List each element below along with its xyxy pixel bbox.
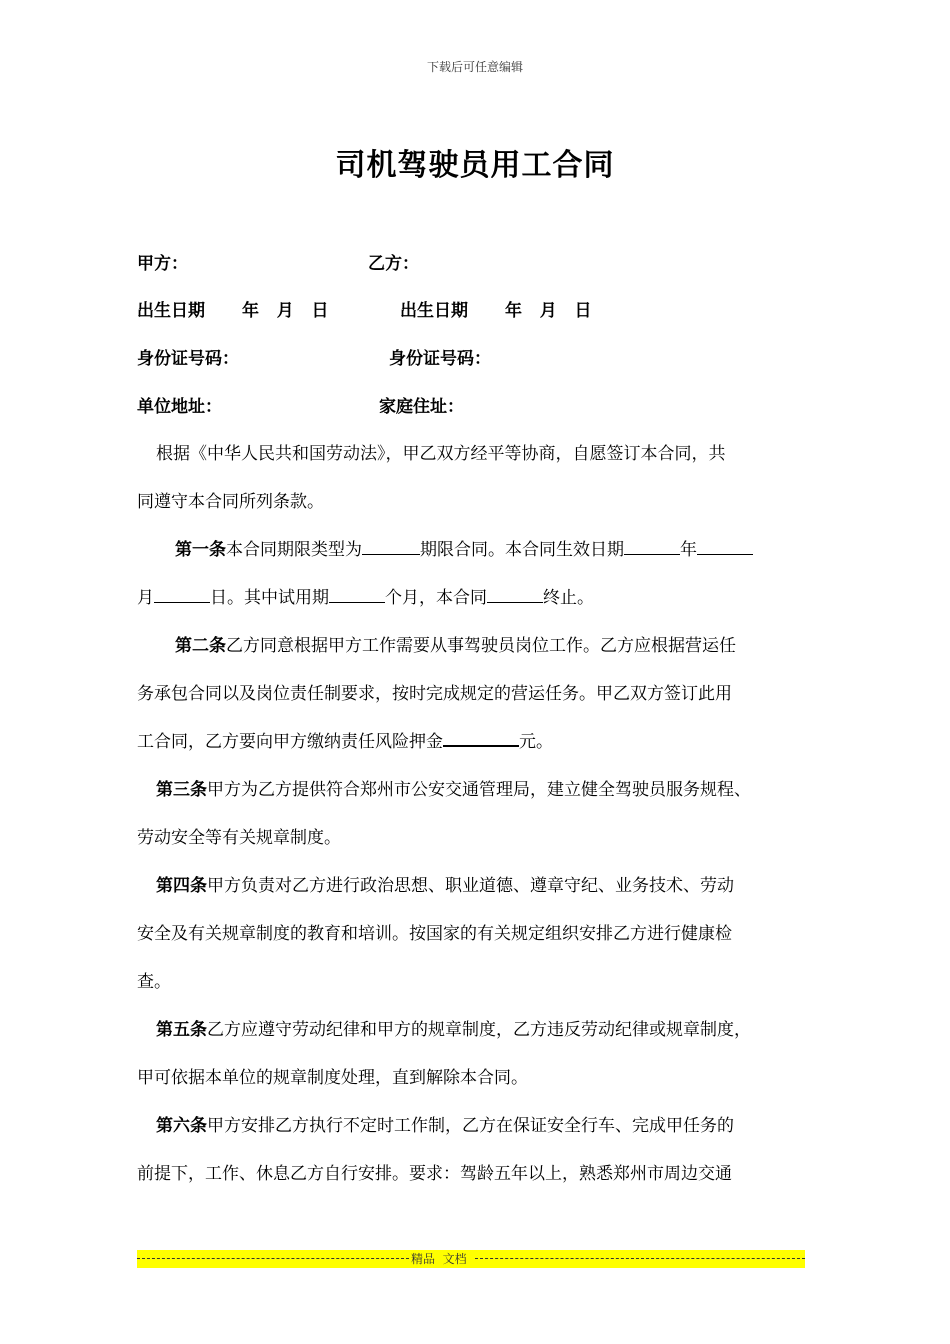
article-1-heading: 第一条	[175, 540, 226, 560]
article-4	[137, 862, 817, 1006]
article-3-line	[137, 766, 817, 814]
article-4-text: 甲方负责对乙方进行政治思想、职业道德、遵章守纪、业务技术、劳动	[207, 876, 734, 896]
article-1-line	[137, 526, 817, 574]
article-1-line	[137, 574, 817, 622]
article-5	[137, 1006, 817, 1102]
intro-line: 同遵守本合同所列条款。	[137, 492, 324, 512]
blank-line	[697, 536, 753, 555]
article-5-line: 甲可依据本单位的规章制度处理，直到解除本合同。	[137, 1068, 528, 1088]
article-6-line: 前提下，工作、休息乙方自行安排。要求：驾龄五年以上，熟悉郑州市周边交通	[137, 1164, 732, 1184]
article-1-text: 月	[137, 588, 154, 608]
party-a-label: 甲方：	[137, 254, 188, 274]
article-2-line	[137, 718, 817, 766]
dob-b-ymd: 年 月 日	[505, 301, 592, 321]
article-4-line	[137, 862, 817, 910]
article-4-line: 查。	[137, 972, 171, 992]
article-5-line	[137, 1006, 817, 1054]
article-1-text: 期限合同。本合同生效日期	[420, 540, 624, 560]
article-5-text: 乙方应遵守劳动纪律和甲方的规章制度，乙方违反劳动纪律或规章制度，	[207, 1020, 751, 1040]
addr-a-label: 单位地址：	[137, 397, 222, 417]
blank-line	[443, 727, 519, 747]
article-2-heading: 第二条	[175, 636, 226, 656]
dob-a-label: 出生日期	[137, 301, 205, 321]
addr-b-label: 家庭住址：	[379, 397, 464, 417]
article-4-heading: 第四条	[156, 876, 207, 896]
article-2-line: 务承包合同以及岗位责任制要求，按时完成规定的营运任务。甲乙双方签订此用	[137, 684, 732, 704]
header-note: 下载后可任意编辑	[426, 60, 523, 74]
article-3-heading: 第三条	[156, 780, 207, 800]
article-3	[137, 766, 817, 862]
article-3-text: 甲方为乙方提供符合郑州市公安交通管理局，建立健全驾驶员服务规程、	[207, 780, 751, 800]
intro-line: 根据《中华人民共和国劳动法》，甲乙双方经平等协商，自愿签订本合同，共	[156, 444, 726, 464]
footer-text: 精品 文档	[411, 1252, 467, 1266]
article-2-text: 乙方同意根据甲方工作需要从事驾驶员岗位工作。乙方应根据营运任	[226, 636, 736, 656]
article-5-heading: 第五条	[156, 1020, 207, 1040]
article-1-text: 年	[680, 540, 697, 560]
article-3-line: 劳动安全等有关规章制度。	[137, 828, 341, 848]
dob-a-ymd: 年 月 日	[242, 301, 329, 321]
article-1-text: 本合同期限类型为	[226, 540, 362, 560]
article-2	[137, 622, 817, 766]
article-1-text: 终止。	[543, 588, 594, 608]
footer-bar	[137, 1250, 805, 1268]
party-b-label: 乙方：	[368, 254, 419, 274]
footer-dashes-left	[137, 1258, 409, 1259]
article-2-line	[137, 622, 817, 670]
article-1-text: 个月，本合同	[385, 588, 487, 608]
footer-dashes-right	[475, 1258, 805, 1259]
blank-line	[362, 536, 420, 555]
article-6-text: 甲方安排乙方执行不定时工作制，乙方在保证安全行车、完成甲任务的	[207, 1116, 734, 1136]
id-a-label: 身份证号码：	[137, 349, 239, 369]
article-4-line: 安全及有关规章制度的教育和培训。按国家的有关规定组织安排乙方进行健康检	[137, 924, 732, 944]
document-title: 司机驾驶员用工合同	[335, 148, 615, 183]
blank-line	[329, 584, 385, 603]
article-1	[137, 526, 817, 622]
article-6	[137, 1102, 817, 1198]
article-6-heading: 第六条	[156, 1116, 207, 1136]
article-2-text: 元。	[519, 732, 553, 752]
intro-paragraph	[137, 430, 817, 526]
article-6-line	[137, 1102, 817, 1150]
blank-line	[154, 584, 210, 603]
article-1-text: 日。其中试用期	[210, 588, 329, 608]
article-2-text: 工合同，乙方要向甲方缴纳责任风险押金	[137, 732, 443, 752]
blank-line	[624, 536, 680, 555]
id-b-label: 身份证号码：	[389, 349, 491, 369]
dob-b-label: 出生日期	[400, 301, 468, 321]
blank-line	[487, 584, 543, 603]
